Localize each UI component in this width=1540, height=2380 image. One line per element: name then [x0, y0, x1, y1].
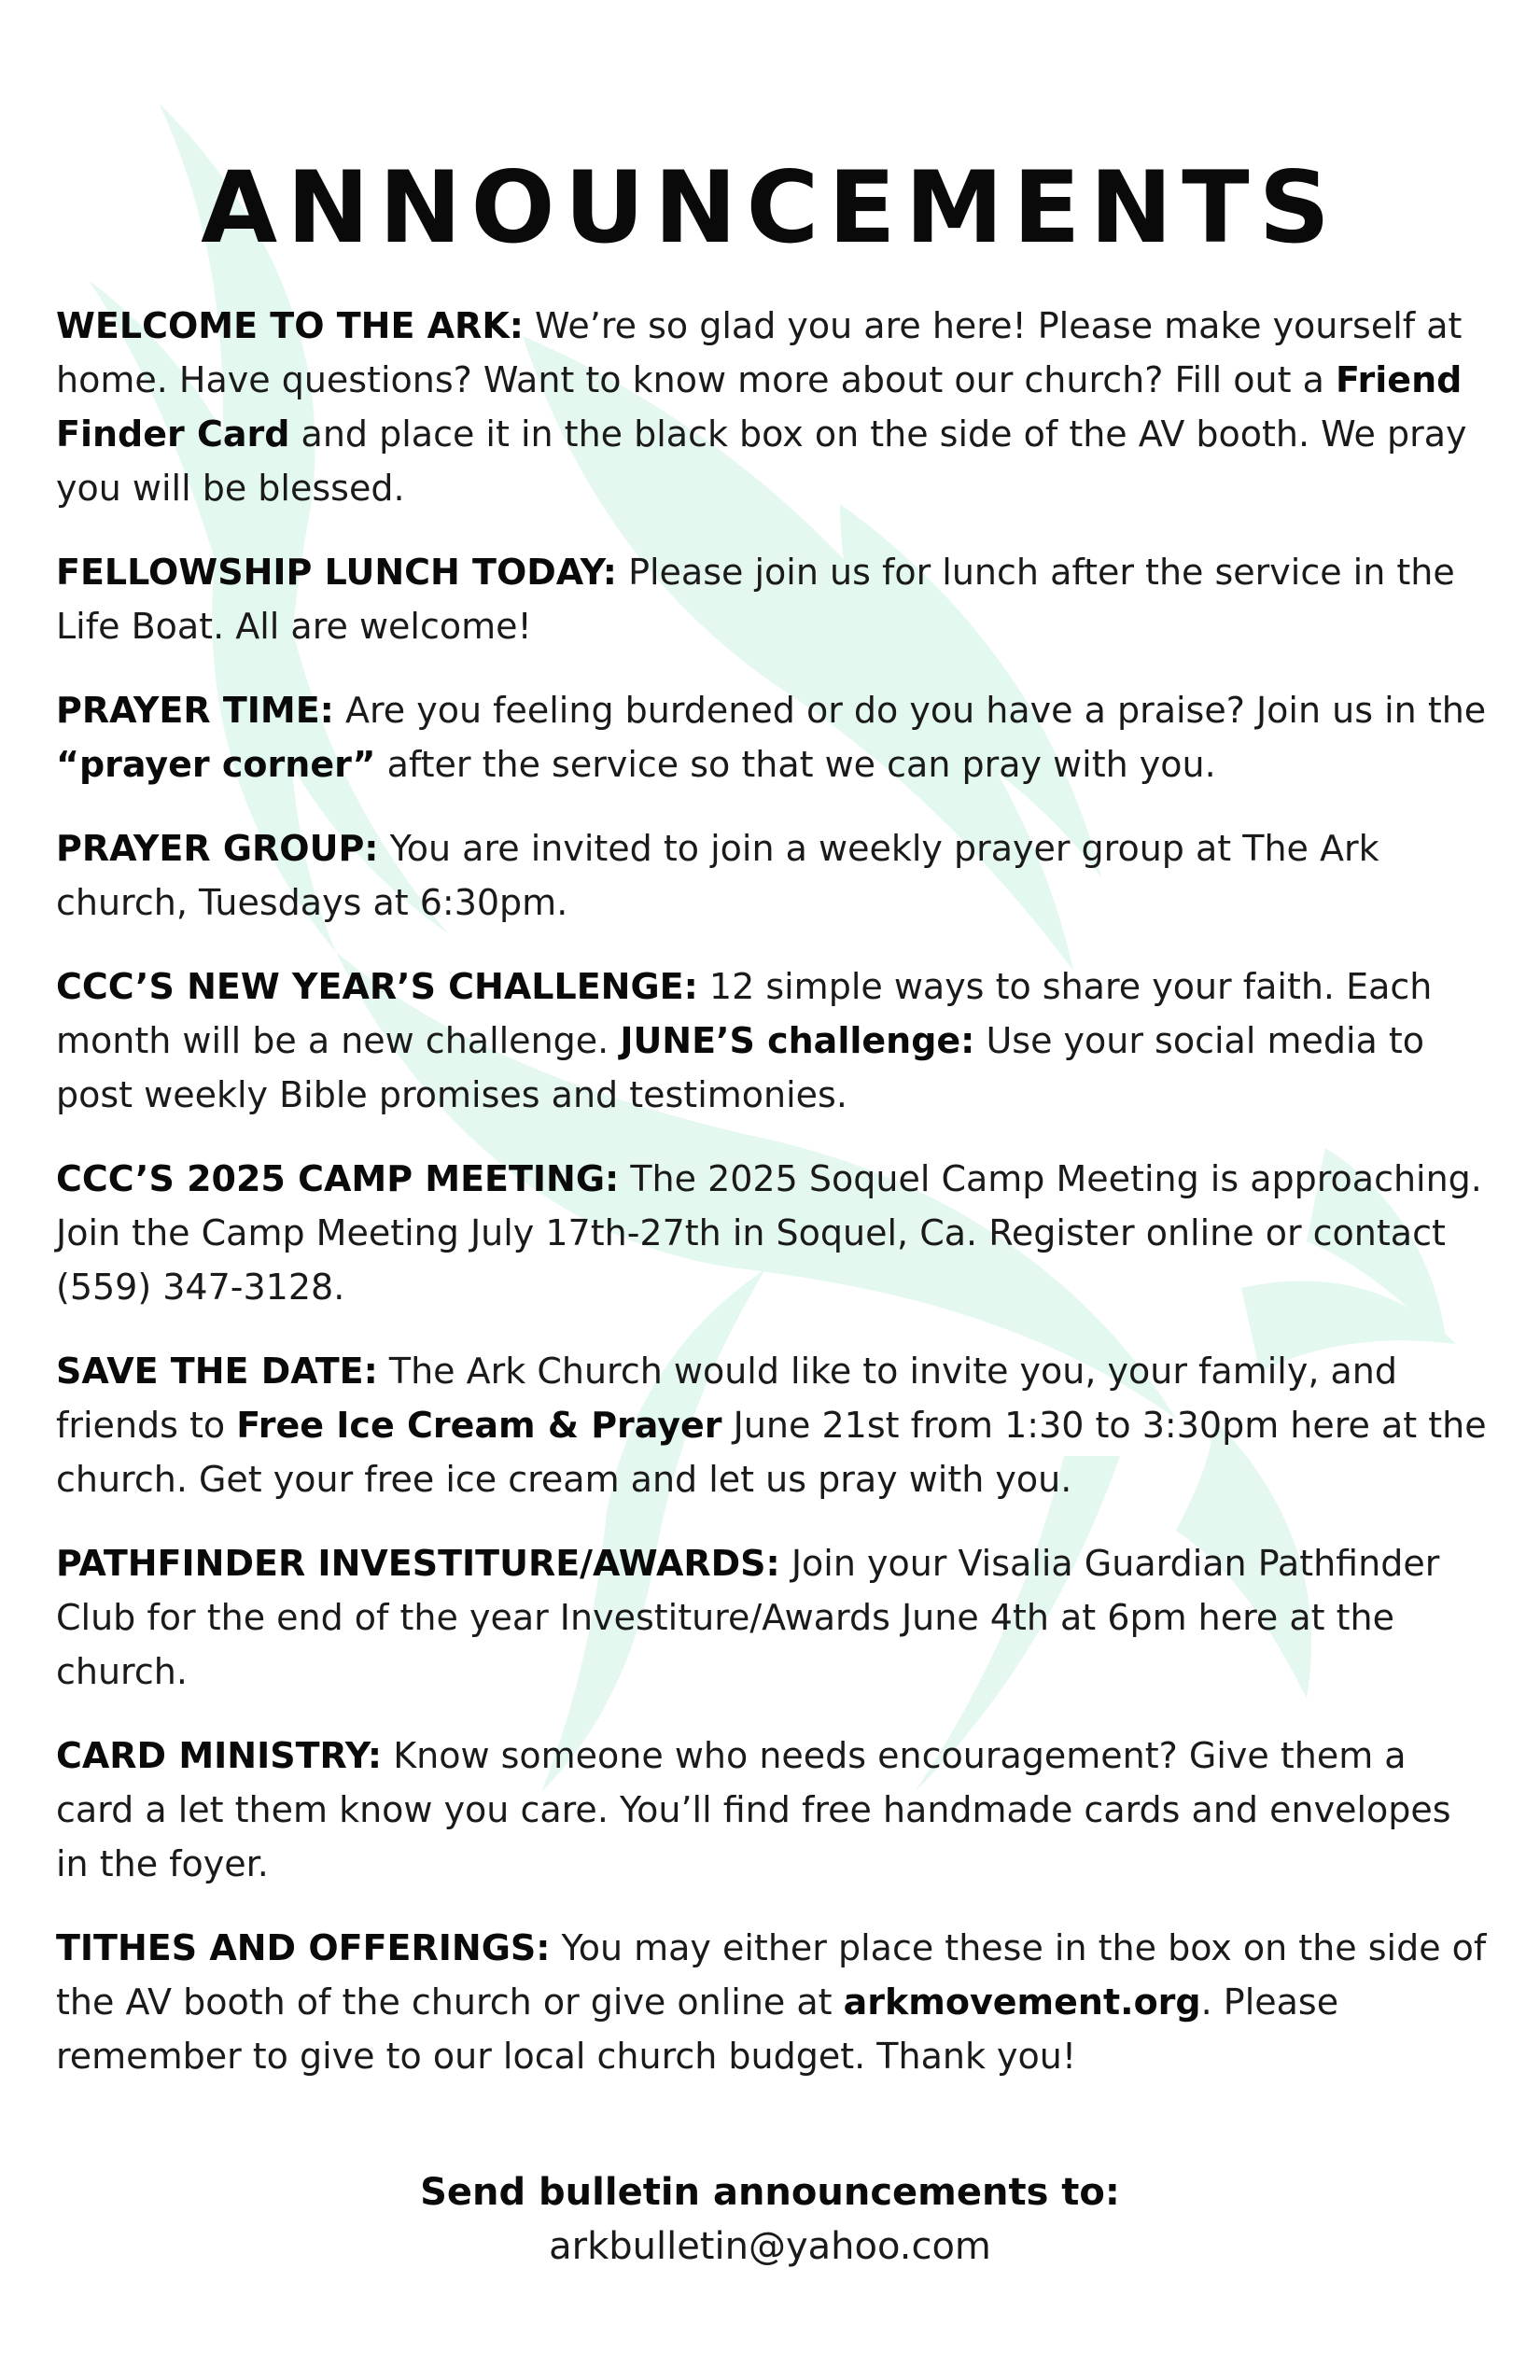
footer-label: Send bulletin announcements to:	[420, 2171, 1120, 2214]
announcement-heading: WELCOME TO THE ARK:	[56, 305, 524, 346]
announcement-prayer-time	[56, 683, 1493, 791]
announcement-save-the-date	[56, 1344, 1493, 1506]
announcement-heading: CCC’S 2025 CAMP MEETING:	[56, 1158, 620, 1199]
announcement-heading: PRAYER GROUP:	[56, 828, 379, 869]
announcement-text: 12 simple ways to share your faith. Each month will be a new challenge.	[56, 966, 1433, 1061]
announcement-prayer-group	[56, 821, 1493, 930]
announcement-heading: SAVE THE DATE:	[56, 1351, 378, 1392]
announcement-text: Are you feeling burdened or do you have a praise? Join us in the	[333, 690, 1487, 731]
announcement-text: You may either place these in the box on the side of the AV booth of the church or give online at	[56, 1927, 1487, 2023]
announcement-text: Join your Visalia Guardian Pathfinder Club for the end of the year Investiture/Awards June 4th at 6pm here at the church.	[56, 1543, 1440, 1692]
announcement-heading: TITHES AND OFFERINGS:	[56, 1927, 551, 1968]
announcement-camp-meeting	[56, 1152, 1493, 1314]
announcement-card-ministry	[56, 1729, 1493, 1891]
announcement-tithes-offerings	[56, 1921, 1493, 2083]
announcement-emphasis: Friend Finder Card	[56, 359, 1463, 455]
announcement-text: You are invited to join a weekly prayer group at The Ark church, Tuesdays at 6:30pm.	[56, 828, 1379, 923]
announcement-new-years-challenge	[56, 959, 1493, 1122]
announcement-fellowship-lunch	[56, 545, 1493, 653]
announcement-heading: PATHFINDER INVESTITURE/AWARDS:	[56, 1543, 780, 1584]
announcement-text: June 21st from 1:30 to 3:30pm here at the church. Get your free ice cream and let us pray with you.	[56, 1405, 1487, 1500]
announcement-text: and place it in the black box on the side of the AV booth. We pray you will be blessed.	[56, 413, 1467, 509]
announcement-welcome	[56, 299, 1493, 515]
announcement-text: after the service so that we can pray with you.	[375, 744, 1216, 785]
announcement-pathfinder-awards	[56, 1536, 1493, 1699]
announcement-text: The 2025 Soquel Camp Meeting is approaching. Join the Camp Meeting July 17th-27th in Soquel, Ca. Register online or contact (559) 347-3128.	[56, 1158, 1482, 1308]
announcement-text: Use your social media to post weekly Bible promises and testimonies.	[56, 1020, 1425, 1115]
announcement-text: Know someone who needs encouragement? Give them a card a let them know you care. You’ll find free handmade cards and envelopes in the foyer.	[56, 1735, 1451, 1884]
announcement-emphasis: Free Ice Cream & Prayer	[236, 1405, 722, 1446]
announcement-emphasis: “prayer corner”	[56, 744, 376, 785]
announcement-heading: PRAYER TIME:	[56, 690, 334, 731]
announcement-emphasis: JUNE’S challenge:	[620, 1020, 975, 1061]
website-link[interactable]: arkmovement.org	[843, 1981, 1201, 2023]
page-title: ANNOUNCEMENTS	[201, 150, 1339, 265]
announcement-text: The Ark Church would like to invite you, your family, and friends to	[56, 1351, 1397, 1446]
announcement-text: . Please remember to give to our local church budget. Thank you!	[56, 1981, 1339, 2077]
footer-email-link[interactable]: arkbulletin@yahoo.com	[549, 2225, 991, 2268]
announcement-text: Please join us for lunch after the service in the Life Boat. All are welcome!	[56, 552, 1455, 647]
announcement-heading: CARD MINISTRY:	[56, 1735, 383, 1776]
announcement-heading: FELLOWSHIP LUNCH TODAY:	[56, 552, 617, 593]
announcement-heading: CCC’S NEW YEAR’S CHALLENGE:	[56, 966, 698, 1007]
announcements-list	[56, 299, 1493, 2113]
footer	[0, 2165, 1540, 2274]
announcement-text: We’re so glad you are here! Please make yourself at home. Have questions? Want to know more about our church? Fill out a	[56, 305, 1463, 400]
